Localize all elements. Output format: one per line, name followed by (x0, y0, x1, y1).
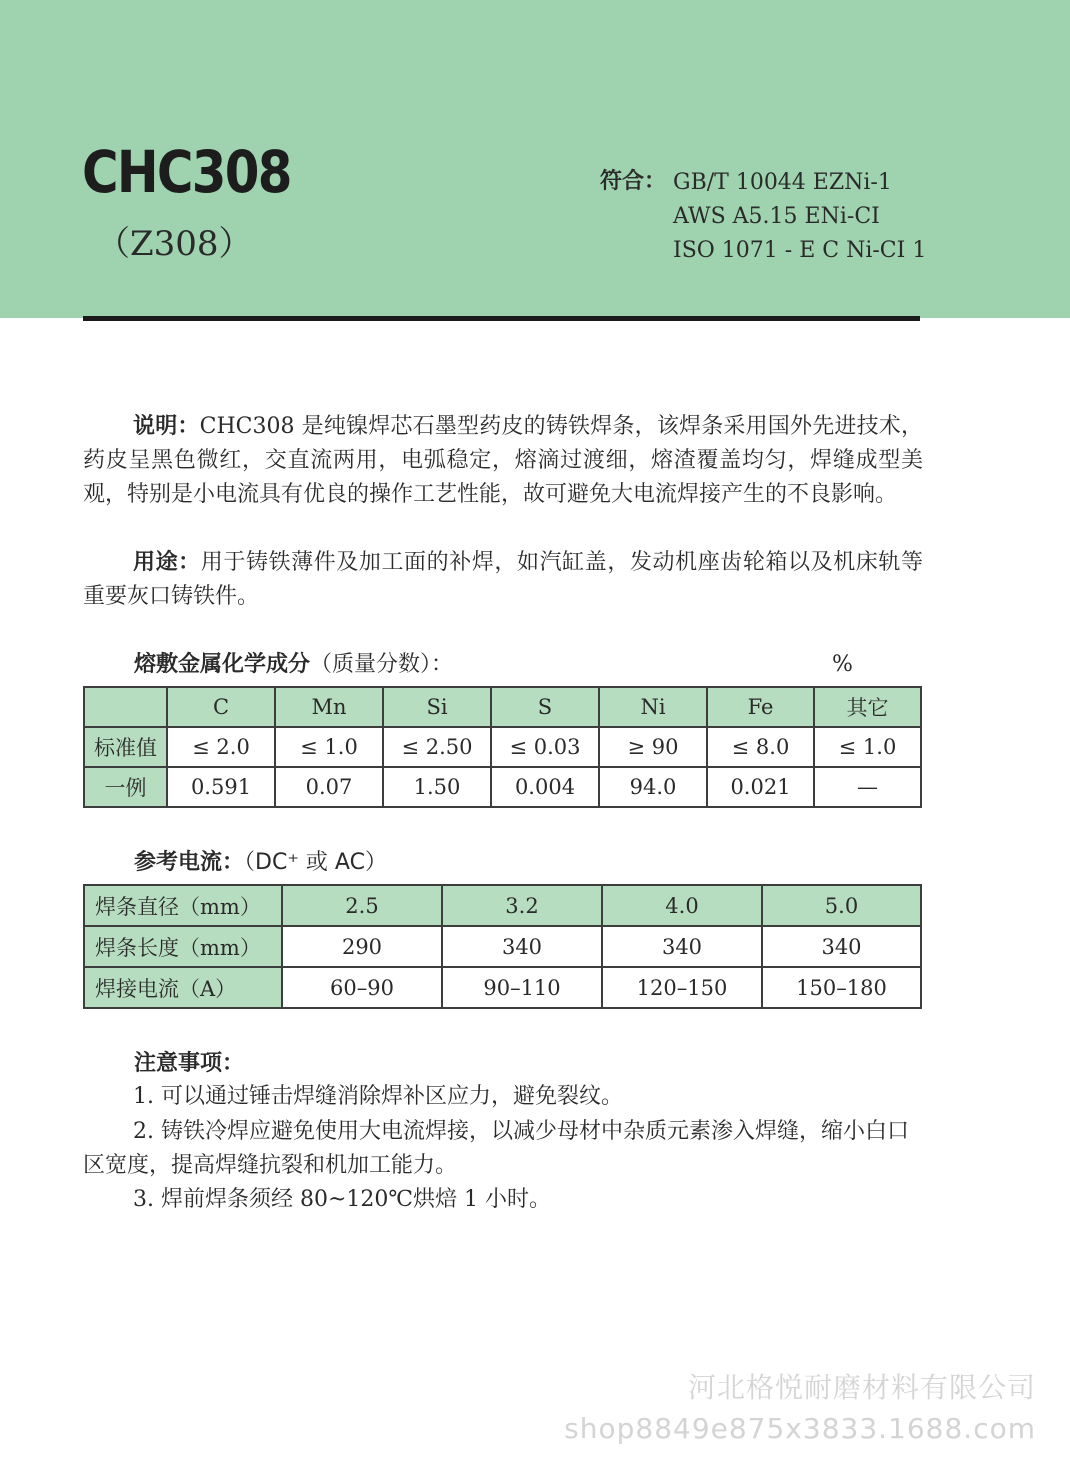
usage-paragraph (83, 546, 923, 614)
note-item: 2. 铸铁冷焊应避免使用大电流焊接，以减少母材中杂质元素渗入焊缝，缩小白口区宽度，提高焊缝抗裂和机加工能力。 (83, 1119, 910, 1178)
table-cell: 90–110 (442, 967, 602, 1008)
usage-label: 用途： (133, 550, 201, 575)
table-row (84, 926, 921, 967)
row-header: 焊条直径（mm） (84, 885, 282, 926)
row-header: 焊条长度（mm） (84, 926, 282, 967)
note-item: 3. 焊前焊条须经 80~120℃烘焙 1 小时。 (133, 1187, 552, 1212)
description-text: CHC308 是纯镍焊芯石墨型药皮的铸铁焊条，该焊条采用国外先进技术，药皮呈黑色微红，交直流两用，电弧稳定，熔滴过渡细，熔渣覆盖均匀，焊缝成型美观，特别是小电流具有优良的操作工艺性能，故可避免大电流焊接产生的不良影响。 (83, 414, 923, 507)
chemistry-unit: % (832, 652, 853, 677)
table-cell: 340 (602, 926, 762, 967)
notes-title: 注意事项： (134, 1051, 245, 1076)
table-cell: 0.07 (275, 767, 383, 807)
table-cell: — (814, 767, 921, 807)
table-cell: 0.591 (167, 767, 275, 807)
column-header: S (491, 687, 599, 727)
table-cell: 150–180 (762, 967, 921, 1008)
column-header: Si (383, 687, 491, 727)
standards-label: 符合： (600, 169, 667, 194)
standard-item: AWS A5.15 ENi-CI (673, 204, 880, 229)
watermark-company: 河北格悦耐磨材料有限公司 (687, 1371, 1036, 1404)
table-cell: 290 (282, 926, 442, 967)
column-header: C (167, 687, 275, 727)
table-row (84, 767, 921, 807)
table-cell: ≤ 2.0 (167, 727, 275, 767)
table-cell: ≤ 1.0 (814, 727, 921, 767)
row-header: 焊接电流（A） (84, 967, 282, 1008)
table-cell: 94.0 (599, 767, 707, 807)
table-cell: 4.0 (602, 885, 762, 926)
table-cell: 60–90 (282, 967, 442, 1008)
usage-text: 用于铸铁薄件及加工面的补焊，如汽缸盖，发动机座齿轮箱以及机床轨等重要灰口铸铁件。 (83, 550, 923, 609)
standard-item: GB/T 10044 EZNi-1 (673, 170, 892, 195)
table-cell: 340 (442, 926, 602, 967)
column-header: Mn (275, 687, 383, 727)
chemistry-title: 熔敷金属化学成分（质量分数）： (134, 652, 454, 677)
column-header: Fe (707, 687, 814, 727)
note-item: 1. 可以通过锤击焊缝消除焊补区应力，避免裂纹。 (133, 1084, 624, 1109)
table-cell: 120–150 (602, 967, 762, 1008)
table-cell: ≤ 8.0 (707, 727, 814, 767)
row-header: 标准值 (84, 727, 167, 767)
header-divider (83, 316, 920, 321)
table-cell: ≤ 2.50 (383, 727, 491, 767)
table-cell: 340 (762, 926, 921, 967)
column-header: 其它 (814, 687, 921, 727)
table-header-row (84, 687, 921, 727)
table-cell: 2.5 (282, 885, 442, 926)
table-cell: 5.0 (762, 885, 921, 926)
table-cell: 0.021 (707, 767, 814, 807)
watermark-shop-url: shop8849e875x3833.1688.com (564, 1412, 1036, 1445)
table-cell: 0.004 (491, 767, 599, 807)
chemistry-table (83, 686, 922, 808)
corner-cell (84, 687, 167, 727)
table-row (84, 967, 921, 1008)
table-cell: 1.50 (383, 767, 491, 807)
description-label: 说明： (133, 414, 200, 439)
column-header: Ni (599, 687, 707, 727)
current-title: 参考电流：（DC⁺ 或 AC） (134, 850, 387, 875)
table-header-row (84, 885, 921, 926)
table-row (84, 727, 921, 767)
model-alias: （Z308） (96, 224, 253, 264)
model-title: CHC308 (82, 138, 291, 206)
description-paragraph (83, 410, 923, 512)
standard-item: ISO 1071 - E C Ni-CI 1 (673, 238, 927, 263)
standards-list (673, 166, 926, 268)
table-cell: ≤ 0.03 (491, 727, 599, 767)
current-table (83, 884, 922, 1009)
table-cell: ≥ 90 (599, 727, 707, 767)
table-cell: 3.2 (442, 885, 602, 926)
row-header: 一例 (84, 767, 167, 807)
table-cell: ≤ 1.0 (275, 727, 383, 767)
